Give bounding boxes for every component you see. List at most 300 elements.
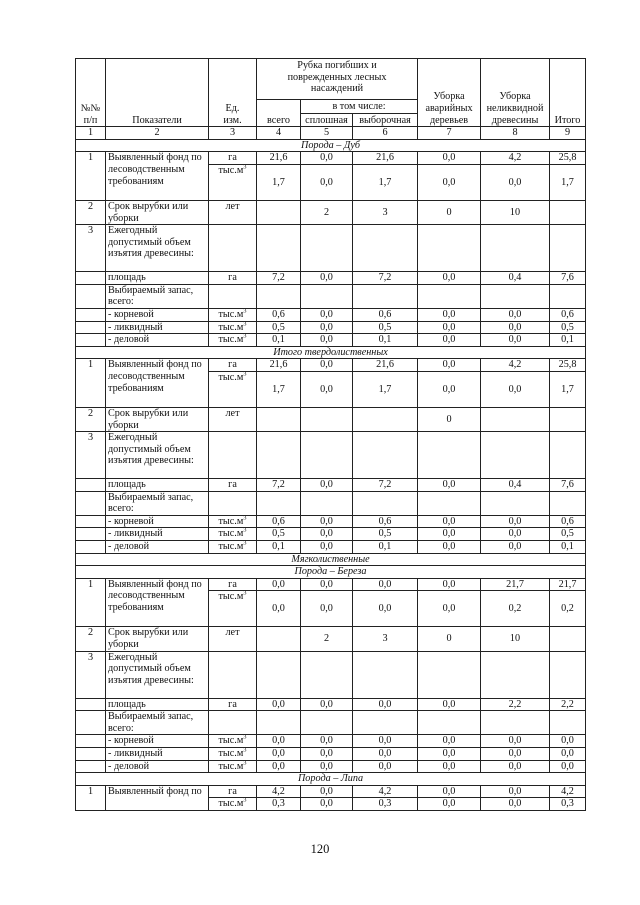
header-number: 7 [418,127,481,140]
indicator-label: Выбираемый запас, всего: [106,711,209,735]
value-cell: 0,0 [353,760,418,773]
value-cell: 1,7 [353,164,418,200]
row-number: 1 [76,152,106,201]
empty-cell [76,541,106,554]
value-cell: 0,0 [481,528,550,541]
empty-cell [301,491,353,515]
indicator-label: - ликвидный [106,528,209,541]
value-cell: 0,0 [301,760,353,773]
section-title: Порода – Береза [76,566,586,579]
unit-cell: га [209,152,257,165]
unit-cell: га [209,578,257,591]
indicator-label: - деловой [106,334,209,347]
value-cell: 0,1 [353,334,418,347]
empty-cell [353,225,418,272]
unit-exponent: 3 [243,747,247,754]
empty-cell [301,225,353,272]
empty-cell [301,432,353,479]
stock-row [76,711,586,735]
empty-cell [418,284,481,308]
unit-label: тыс.м [218,798,244,810]
value-cell: 0,0 [301,785,353,798]
value-cell: 0,0 [481,798,550,811]
value-cell: 21,7 [481,578,550,591]
section-title: Мягколиственные [76,553,586,566]
value-cell: 2,2 [550,698,586,711]
value-cell: 7,2 [257,479,301,492]
empty-cell [301,711,353,735]
term-row [76,200,586,224]
unit-cell [209,371,257,407]
indicator-label: - корневой [106,308,209,321]
value-cell: 0,1 [353,541,418,554]
indicator-label: Выявленный фонд по лесоводственным требованиям [106,578,209,627]
value-cell [257,627,301,651]
page-number: 120 [310,842,330,856]
value-cell: 21,6 [257,152,301,165]
unit-exponent: 3 [243,333,247,340]
value-cell: 0,3 [550,798,586,811]
header-number: 6 [353,127,418,140]
value-cell: 0,4 [481,479,550,492]
empty-cell [418,711,481,735]
value-cell: 0,5 [550,321,586,334]
value-cell: 21,7 [550,578,586,591]
value-cell: 7,2 [353,479,418,492]
unit-exponent: 3 [243,797,247,804]
empty-cell [481,225,550,272]
stock-subrow [76,515,586,528]
empty-cell [257,651,301,698]
empty-cell [418,432,481,479]
empty-cell [76,528,106,541]
stock-row [76,284,586,308]
unit-cell [209,541,257,554]
value-cell: 0,0 [257,748,301,761]
indicator-label: Срок вырубки или уборки [106,407,209,431]
indicator-label: - корневой [106,735,209,748]
header-col-total: Итого [550,59,586,127]
empty-cell [550,491,586,515]
value-cell: 0,0 [257,578,301,591]
value-cell [481,407,550,431]
value-cell: 7,2 [353,272,418,285]
value-cell [353,407,418,431]
empty-cell [418,225,481,272]
section-title: Порода – Липа [76,773,586,786]
value-cell: 1,7 [550,371,586,407]
unit-cell: лет [209,407,257,431]
empty-cell [76,491,106,515]
empty-cell [418,651,481,698]
fund-row [76,152,586,165]
empty-cell [550,432,586,479]
unit-cell [209,760,257,773]
value-cell: 0,0 [418,591,481,627]
row-number: 1 [76,785,106,810]
empty-cell [481,284,550,308]
row-number: 3 [76,432,106,479]
empty-cell [257,284,301,308]
indicator-label: Выбираемый запас, всего: [106,491,209,515]
value-cell: 0,0 [418,308,481,321]
empty-cell [550,651,586,698]
unit-exponent: 3 [243,164,247,171]
value-cell: 0,0 [550,735,586,748]
value-cell: 0,0 [481,515,550,528]
section-row [76,139,586,152]
section-title: Итого твердолиственных [76,346,586,359]
area-row [76,479,586,492]
indicator-label: - деловой [106,541,209,554]
row-number: 3 [76,651,106,698]
value-cell [550,627,586,651]
empty-cell [209,432,257,479]
value-cell: 0,0 [418,785,481,798]
value-cell: 0 [418,407,481,431]
empty-cell [353,651,418,698]
indicator-label: Выбираемый запас, всего: [106,284,209,308]
value-cell: 0,0 [301,528,353,541]
value-cell: 0,0 [353,591,418,627]
unit-exponent: 3 [243,308,247,315]
value-cell: 2 [301,200,353,224]
value-cell: 0,0 [301,152,353,165]
value-cell: 0,0 [481,164,550,200]
value-cell: 0,0 [418,578,481,591]
unit-cell: га [209,479,257,492]
unit-label: тыс.м [218,308,244,320]
value-cell: 0,1 [550,334,586,347]
unit-cell: лет [209,200,257,224]
value-cell: 0,0 [481,541,550,554]
value-cell: 4,2 [481,152,550,165]
header-col-number: №№ п/п [76,59,106,127]
row-number: 1 [76,359,106,408]
stock-subrow [76,760,586,773]
value-cell: 0,0 [481,308,550,321]
value-cell: 0,0 [301,515,353,528]
empty-cell [76,321,106,334]
fund-row [76,359,586,372]
unit-cell: лет [209,627,257,651]
unit-label: тыс.м [218,748,244,759]
value-cell: 0,0 [418,760,481,773]
value-cell: 0,0 [301,272,353,285]
empty-cell [550,284,586,308]
value-cell: 0,0 [418,371,481,407]
value-cell: 0,3 [257,798,301,811]
value-cell: 0,0 [418,735,481,748]
value-cell: 4,2 [481,359,550,372]
indicator-label: Выявленный фонд по лесоводственным требованиям [106,152,209,201]
value-cell: 2,2 [481,698,550,711]
value-cell: 0,2 [481,591,550,627]
header-number: 4 [257,127,301,140]
unit-exponent: 3 [243,321,247,328]
unit-label: тыс.м [218,760,244,772]
empty-cell [76,479,106,492]
unit-cell [209,164,257,200]
value-cell: 0,5 [257,321,301,334]
section-row [76,773,586,786]
value-cell: 21,6 [257,359,301,372]
unit-label: тыс.м [218,371,244,383]
stock-subrow [76,308,586,321]
empty-cell [76,748,106,761]
value-cell: 0,0 [301,591,353,627]
stock-subrow [76,321,586,334]
value-cell: 0,0 [418,334,481,347]
empty-cell [481,491,550,515]
value-cell: 7,6 [550,479,586,492]
stock-subrow [76,528,586,541]
value-cell: 0,0 [418,272,481,285]
unit-cell [209,334,257,347]
indicator-label: Ежегодный допустимый объем изъятия древесины: [106,225,209,272]
value-cell: 0,0 [418,359,481,372]
value-cell: 0,0 [301,321,353,334]
value-cell: 21,6 [353,359,418,372]
stock-subrow [76,541,586,554]
value-cell: 0,6 [353,515,418,528]
indicator-label: - ликвидный [106,748,209,761]
empty-cell [257,432,301,479]
fund-row [76,578,586,591]
header-col-unit: Ед. изм. [209,59,257,127]
value-cell: 0,0 [353,748,418,761]
value-cell: 10 [481,627,550,651]
value-cell: 0,0 [418,541,481,554]
value-cell: 0,5 [353,528,418,541]
value-cell: 0,0 [301,479,353,492]
empty-cell [209,284,257,308]
empty-cell [481,432,550,479]
value-cell: 0,0 [353,735,418,748]
empty-cell [76,308,106,321]
value-cell: 3 [353,200,418,224]
value-cell: 0,0 [301,748,353,761]
unit-exponent: 3 [243,515,247,522]
term-row [76,627,586,651]
area-row [76,272,586,285]
value-cell: 0,0 [418,798,481,811]
indicator-label: Выявленный фонд по лесоводственным требованиям [106,359,209,408]
empty-cell [76,284,106,308]
volume-row [76,651,586,698]
value-cell: 0,0 [301,698,353,711]
indicator-label: Ежегодный допустимый объем изъятия древесины: [106,432,209,479]
unit-exponent: 3 [243,734,247,742]
value-cell: 0,0 [550,748,586,761]
unit-cell: га [209,272,257,285]
value-cell [550,407,586,431]
empty-cell [76,515,106,528]
value-cell: 1,7 [257,371,301,407]
value-cell: 4,2 [353,785,418,798]
value-cell: 4,2 [257,785,301,798]
header-col-selective: выборочная [353,113,418,127]
value-cell: 0,5 [257,528,301,541]
unit-cell [209,528,257,541]
unit-exponent: 3 [243,371,247,378]
term-row [76,407,586,431]
unit-label: тыс.м [218,591,244,603]
value-cell: 0,2 [550,591,586,627]
value-cell [550,200,586,224]
indicator-label: - корневой [106,515,209,528]
value-cell: 0,0 [550,760,586,773]
indicator-label: площадь [106,698,209,711]
indicator-label: площадь [106,479,209,492]
value-cell: 0,0 [301,164,353,200]
value-cell: 0,1 [257,334,301,347]
empty-cell [76,334,106,347]
indicator-label: Срок вырубки или уборки [106,200,209,224]
value-cell: 0,0 [301,334,353,347]
header-col-emergency: Уборка аварийных деревьев [418,59,481,127]
area-row [76,698,586,711]
unit-cell [209,591,257,627]
section-row [76,553,586,566]
value-cell: 0,0 [418,479,481,492]
value-cell: 0,0 [301,578,353,591]
row-number: 3 [76,225,106,272]
value-cell: 0,0 [353,698,418,711]
header-number: 3 [209,127,257,140]
unit-exponent: 3 [243,760,247,767]
value-cell: 0,0 [481,760,550,773]
value-cell: 3 [353,627,418,651]
value-cell: 0,0 [418,698,481,711]
value-cell: 0,4 [481,272,550,285]
section-title: Порода – Дуб [76,139,586,152]
indicator-label: площадь [106,272,209,285]
value-cell: 0,0 [481,334,550,347]
empty-cell [209,491,257,515]
value-cell: 25,8 [550,359,586,372]
value-cell: 0,1 [257,541,301,554]
empty-cell [76,272,106,285]
unit-label: тыс.м [218,735,244,747]
value-cell: 7,2 [257,272,301,285]
unit-label: тыс.м [218,164,244,176]
unit-exponent: 3 [243,527,247,535]
value-cell: 4,2 [550,785,586,798]
value-cell: 0,6 [257,515,301,528]
value-cell: 0,0 [418,528,481,541]
unit-cell [209,798,257,811]
header-col-all: всего [257,100,301,127]
value-cell: 0,5 [353,321,418,334]
unit-cell [209,321,257,334]
value-cell: 0,0 [301,541,353,554]
value-cell: 0 [418,200,481,224]
value-cell: 0,0 [418,152,481,165]
value-cell: 25,8 [550,152,586,165]
empty-cell [209,225,257,272]
value-cell: 10 [481,200,550,224]
empty-cell [353,711,418,735]
unit-label: тыс.м [218,321,244,333]
empty-cell [301,284,353,308]
row-number: 2 [76,627,106,651]
header-numbers-row [76,127,586,140]
empty-cell [76,698,106,711]
unit-cell [209,735,257,748]
document-sheet [75,58,585,811]
value-cell: 0,0 [257,591,301,627]
header-col-illiquid: Уборка неликвидной древесины [481,59,550,127]
value-cell: 1,7 [353,371,418,407]
timber-table [75,58,586,811]
header-number: 9 [550,127,586,140]
value-cell: 0,1 [550,541,586,554]
empty-cell [257,491,301,515]
value-cell: 1,7 [257,164,301,200]
value-cell: 0,0 [257,698,301,711]
unit-label: тыс.м [218,541,244,553]
empty-cell [76,735,106,748]
empty-cell [550,225,586,272]
value-cell [257,200,301,224]
value-cell: 0,6 [257,308,301,321]
indicator-label: Срок вырубки или уборки [106,627,209,651]
fund-row [76,785,586,798]
header-number: 2 [106,127,209,140]
value-cell: 0,0 [418,515,481,528]
empty-cell [550,711,586,735]
value-cell: 0,0 [301,798,353,811]
empty-cell [76,711,106,735]
value-cell: 0,0 [301,735,353,748]
empty-cell [301,651,353,698]
unit-exponent: 3 [243,590,247,598]
empty-cell [481,711,550,735]
indicator-label: - ликвидный [106,321,209,334]
volume-row [76,432,586,479]
unit-cell: га [209,359,257,372]
empty-cell [257,711,301,735]
section-row [76,346,586,359]
value-cell: 0,5 [550,528,586,541]
value-cell: 0,6 [550,308,586,321]
volume-row [76,225,586,272]
unit-cell: га [209,698,257,711]
value-cell [257,407,301,431]
value-cell [301,407,353,431]
stock-subrow [76,735,586,748]
value-cell: 0,0 [481,321,550,334]
indicator-label: Выявленный фонд по [106,785,209,810]
indicator-label: Ежегодный допустимый объем изъятия древесины: [106,651,209,698]
header-group-felling: Рубка погибших и поврежденных лесных насаждений [257,59,418,100]
header-number: 1 [76,127,106,140]
unit-label: тыс.м [218,515,244,527]
value-cell: 21,6 [353,152,418,165]
value-cell: 0,0 [481,371,550,407]
unit-exponent: 3 [243,540,247,547]
header-col-clear: сплошная [301,113,353,127]
value-cell: 0,0 [257,735,301,748]
unit-cell: га [209,785,257,798]
header-subgroup: в том числе: [301,100,418,114]
value-cell: 0,0 [257,760,301,773]
empty-cell [418,491,481,515]
empty-cell [209,651,257,698]
value-cell: 0,0 [301,371,353,407]
stock-subrow [76,748,586,761]
